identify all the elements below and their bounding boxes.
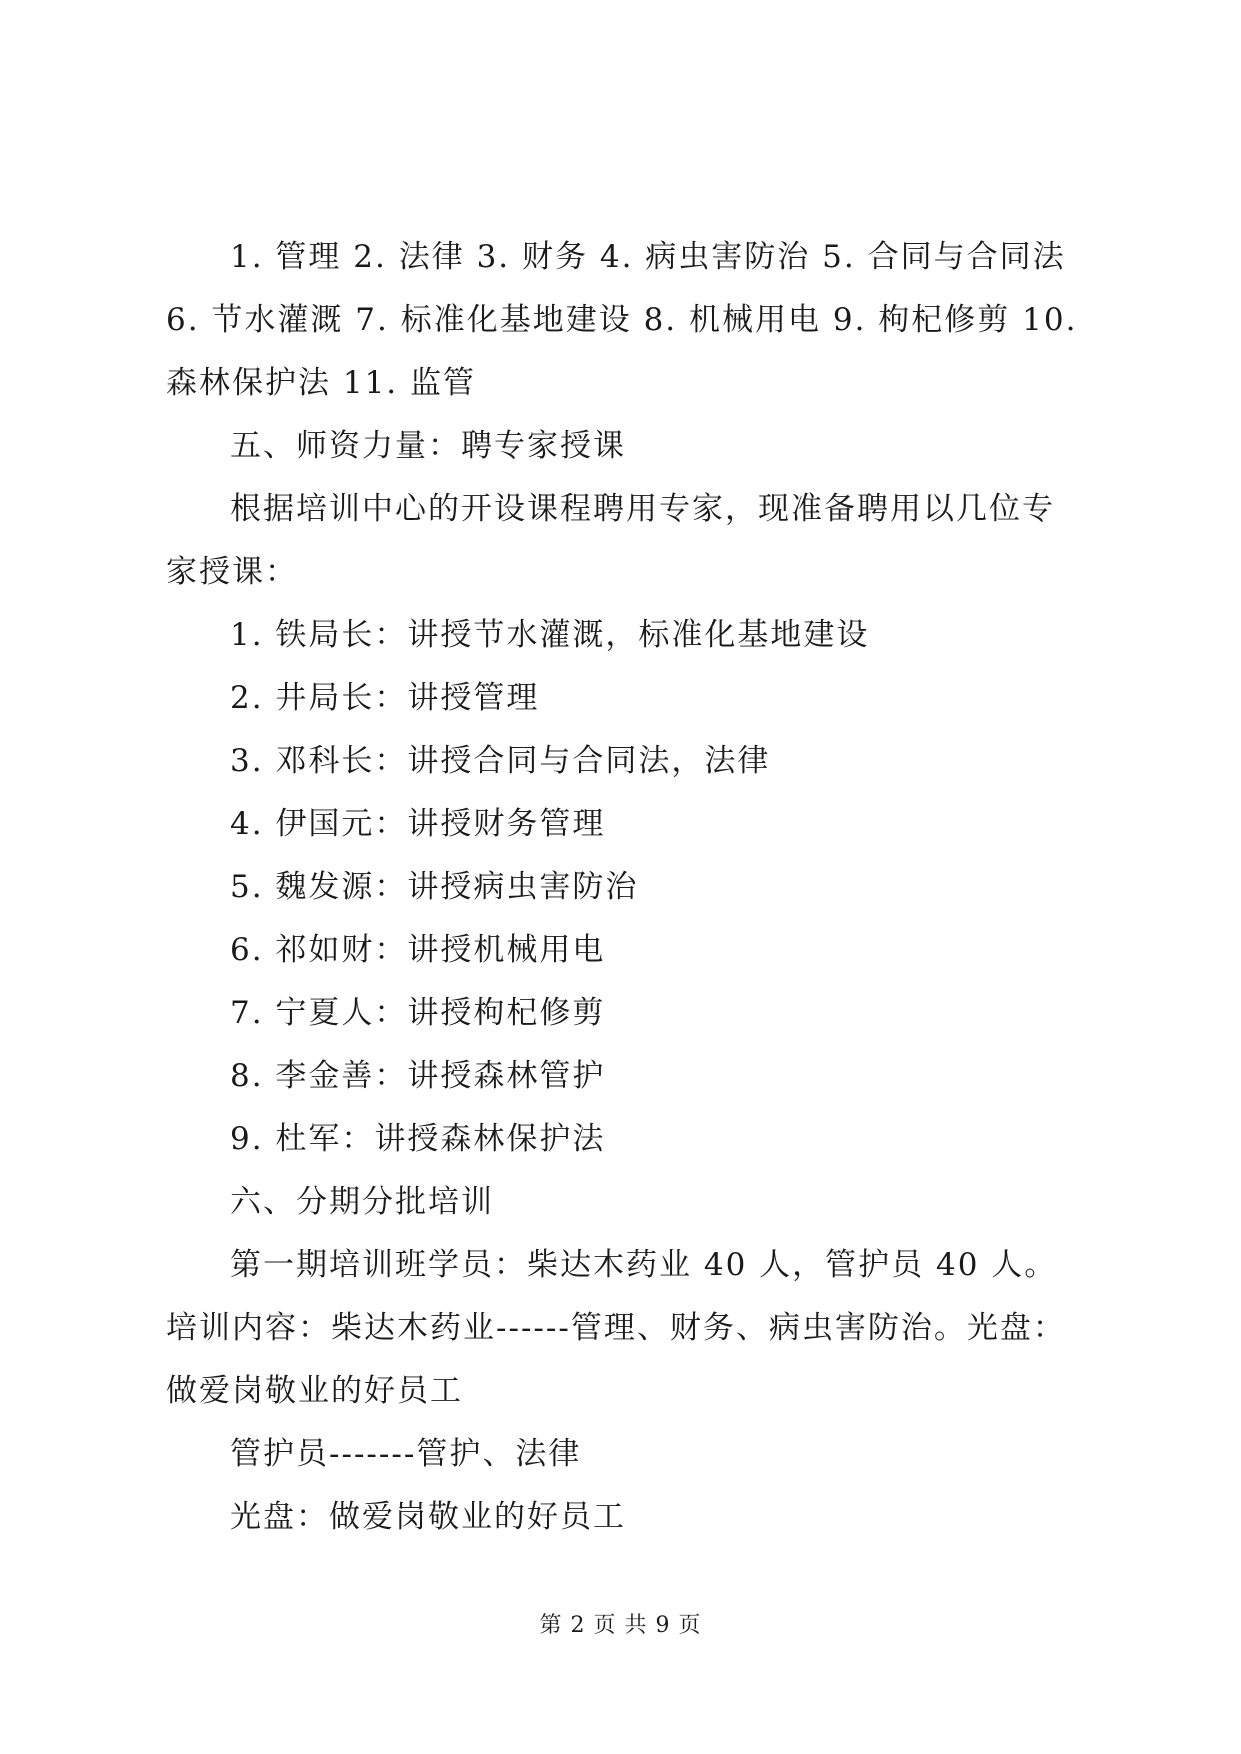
faculty-item: 5. 魏发源：讲授病虫害防治 <box>230 869 639 905</box>
faculty-item: 2. 井局长：讲授管理 <box>230 680 540 716</box>
document-body <box>166 226 1086 1549</box>
faculty-item: 3. 邓科长：讲授合同与合同法，法律 <box>230 743 771 779</box>
section-heading-faculty: 五、师资力量：聘专家授课 <box>230 428 626 464</box>
ranger-content-paragraph: 管护员-------管护、法律 <box>230 1436 582 1472</box>
faculty-item: 9. 杜军：讲授森林保护法 <box>230 1121 606 1157</box>
training-batch-paragraph: 第一期培训班学员：柴达木药业 40 人，管护员 40 人。培训内容：柴达木药业------管理、财务、病虫害防治。光盘：做爱岗敬业的好员工 <box>166 1247 1066 1409</box>
faculty-item: 7. 宁夏人：讲授枸杞修剪 <box>230 995 606 1031</box>
section-heading-training: 六、分期分批培训 <box>230 1184 494 1220</box>
disc-paragraph: 光盘：做爱岗敬业的好员工 <box>230 1499 626 1535</box>
faculty-item: 6. 祁如财：讲授机械用电 <box>230 932 606 968</box>
course-list-paragraph: 1. 管理 2. 法律 3. 财务 4. 病虫害防治 5. 合同与合同法 6. 节水灌溉 7. 标准化基地建设 8. 机械用电 9. 枸杞修剪 10. 森林保护法 11. 监管 <box>166 239 1078 401</box>
faculty-item: 1. 铁局长：讲授节水灌溉，标准化基地建设 <box>230 617 870 653</box>
faculty-item: 4. 伊国元：讲授财务管理 <box>230 806 606 842</box>
page-number-footer: 第 2 页 共 9 页 <box>539 1613 702 1638</box>
faculty-intro-paragraph: 根据培训中心的开设课程聘用专家，现准备聘用以几位专家授课： <box>166 491 1055 590</box>
faculty-item: 8. 李金善：讲授森林管护 <box>230 1058 606 1094</box>
